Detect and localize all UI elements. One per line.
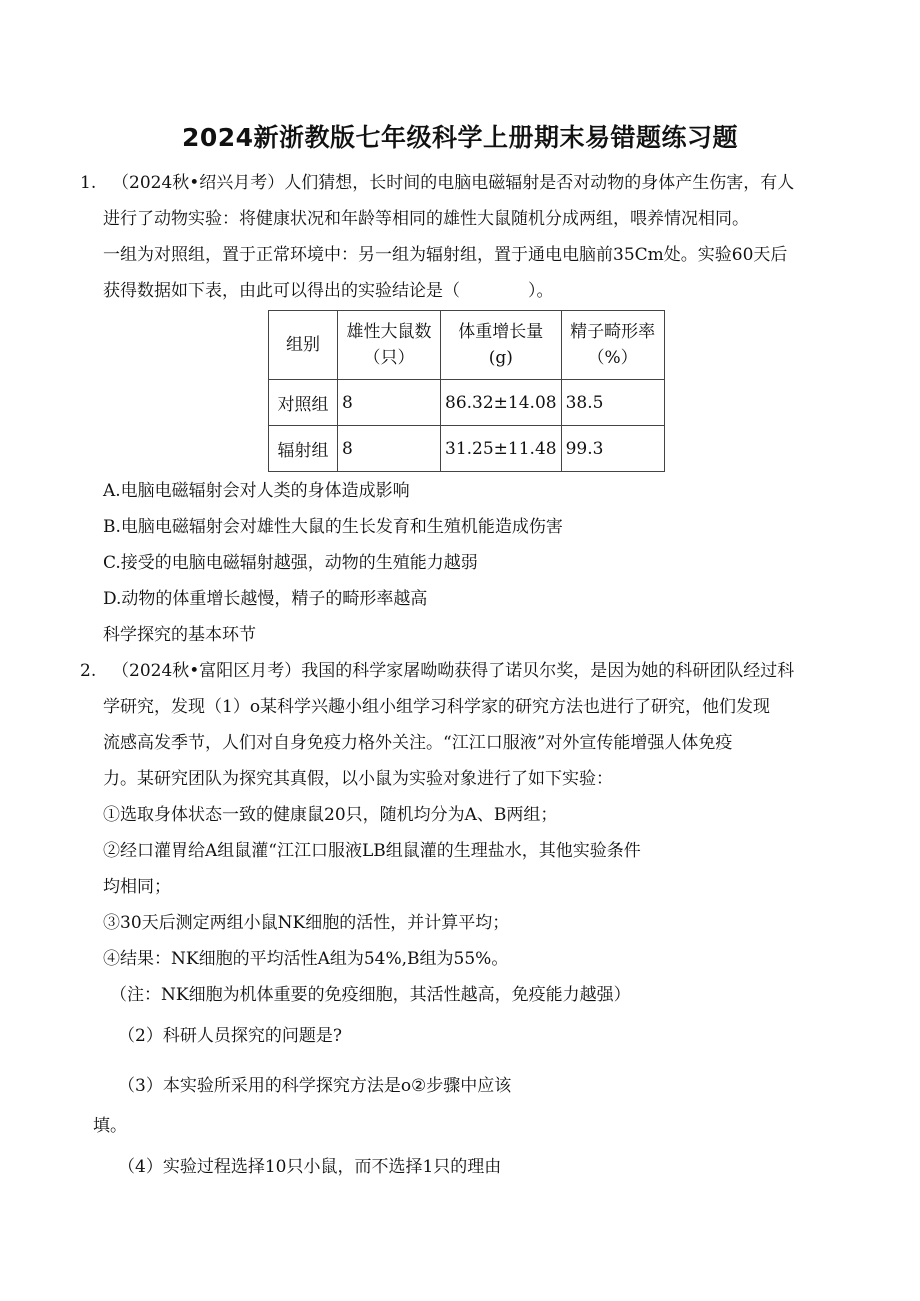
table-header-cell: 精子畸形率 （%）	[561, 311, 664, 380]
option-a: A.电脑电磁辐射会对人类的身体造成影响	[103, 481, 410, 501]
page-title: 2024新浙教版七年级科学上册期末易错题练习题	[181, 123, 739, 152]
experiment-step: ①选取身体状态一致的健康鼠20只，随机均分为A、B两组；	[103, 805, 558, 825]
sub-question-4: （4）实验过程选择10只小鼠，而不选择1只的理由	[118, 1157, 502, 1177]
table-row	[269, 380, 665, 426]
q1-text-line: （2024秋•绍兴月考）人们猜想，长时间的电脑电磁辐射是否对动物的身体产生伤害，有人	[112, 173, 795, 193]
experiment-step: 均相同；	[103, 877, 171, 897]
section-label: 科学探究的基本环节	[103, 625, 256, 645]
table-cell: 8	[338, 426, 441, 472]
note-text: （注：NK细胞为机体重要的免疫细胞，其活性越高，免疫能力越强）	[110, 985, 631, 1005]
q1-text-line: 一组为对照组，置于正常环境中：另一组为辐射组，置于通电电脑前35Cm处。实验60天后	[103, 245, 788, 265]
table-header-cell: 雄性大鼠数 （只）	[338, 311, 441, 380]
option-d: D.动物的体重增长越慢，精子的畸形率越高	[103, 589, 428, 609]
option-c: C.接受的电脑电磁辐射越强，动物的生殖能力越弱	[103, 553, 478, 573]
q2-text-line: （2024秋•富阳区月考）我国的科学家屠呦呦获得了诺贝尔奖，是因为她的科研团队经过科	[112, 661, 795, 681]
table-cell: 辐射组	[269, 426, 338, 472]
experiment-step: ④结果：NK细胞的平均活性A组为54%,B组为55%。	[103, 949, 509, 969]
question-1-number: 1.	[80, 173, 97, 193]
sub-question-3: （3）本实验所采用的科学探究方法是o②步骤中应该	[118, 1076, 512, 1096]
q2-text-line: 流感高发季节，人们对自身免疫力格外关注。“江江口服液”对外宣传能增强人体免疫	[103, 733, 733, 753]
sub-question-2: （2）科研人员探究的问题是?	[118, 1026, 342, 1046]
option-b: B.电脑电磁辐射会对雄性大鼠的生长发育和生殖机能造成伤害	[103, 517, 563, 537]
question-2-number: 2.	[80, 661, 97, 681]
table-cell: 86.32±14.08	[441, 380, 562, 426]
table-row	[269, 426, 665, 472]
table-cell: 8	[338, 380, 441, 426]
table-cell: 对照组	[269, 380, 338, 426]
q2-text-line: 学研究，发现（1）o某科学兴趣小组小组学习科学家的研究方法也进行了研究，他们发现	[103, 697, 771, 717]
experiment-step: ③30天后测定两组小鼠NK细胞的活性，并计算平均；	[103, 913, 510, 933]
table-header-cell: 组别	[269, 311, 338, 380]
table-cell: 31.25±11.48	[441, 426, 562, 472]
experiment-data-table	[268, 310, 665, 472]
table-cell: 38.5	[561, 380, 664, 426]
sub-question-3-continuation: 填。	[93, 1116, 127, 1136]
q1-text-line: 获得数据如下表，由此可以得出的实验结论是（ ）。	[103, 281, 554, 301]
table-cell: 99.3	[561, 426, 664, 472]
experiment-step: ②经口灌胃给A组鼠灌“江江口服液LB组鼠灌的生理盐水，其他实验条件	[103, 841, 641, 861]
table-header-cell: 体重增长量 (g)	[441, 311, 562, 380]
q1-text-line: 进行了动物实验：将健康状况和年龄等相同的雄性大鼠随机分成两组，喂养情况相同。	[103, 209, 749, 229]
table-header-row	[269, 311, 665, 380]
q2-text-line: 力。某研究团队为探究其真假，以小鼠为实验对象进行了如下实验：	[103, 769, 613, 789]
